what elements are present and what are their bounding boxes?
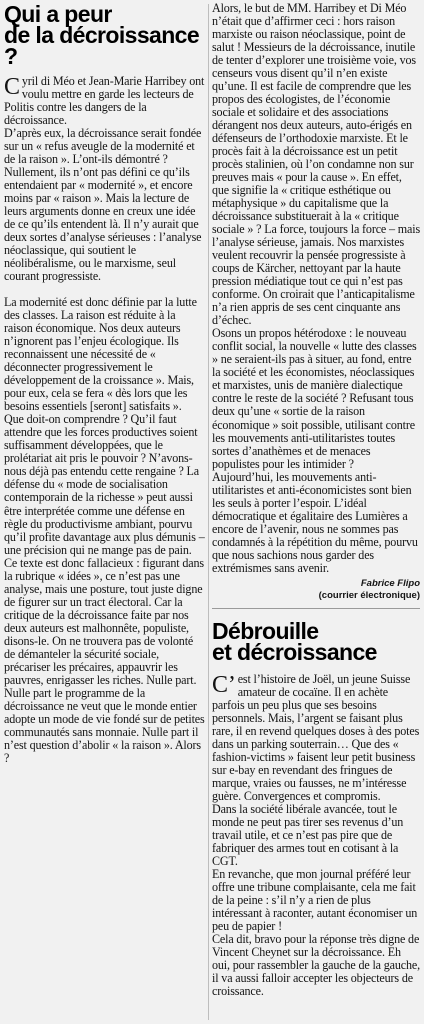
right-column [212,0,420,1024]
article1-paragraph-2: D’après eux, la décroissance serait fondée sur un « refus aveugle de la modernité et de la raison ». L’ont-ils démontré ? Nullement, ils n’ont pas défini ce qu’ils entendaient par « modernité », et encore moins par « raison ». Mais la lecture de leurs arguments donne en creux une idée de ce qu’ils entendent là. Il n’y aurait que deux sortes d’analyse sérieuses : l’analyse néoclassique, qui soutient le néolibéralisme, ou le marxisme, seul courant progressiste. [4,126,202,284]
article1-headline-line2: de la décroissance ? [4,22,200,69]
article1-paragraph-1: Cyril di Méo et Jean-Marie Harribey ont voulu mettre en garde les lecteurs de Politis contre les dangers de la décroissance. [4,74,205,128]
left-column [4,0,206,1024]
article1-paragraph-3: La modernité est donc définie par la lutte des classes. La raison est réduite à la raison économique. Nos deux auteurs n’ignorent pas l’enjeu écologique. Ils reconnaissent une nécessité de « déconnecter progressivement le développement de la croissance ». Mais, pour eux, cela se fera « dès lors que les besoins essentiels [seront] satisfaits ». [4,295,197,414]
article2-paragraph-2: Dans la société libérale avancée, tout le monde ne peut pas tirer ses revenus d’un travail utile, et ce n’est pas pire que de fabriquer des armes tout en cotisant à la CGT. [212,801,404,868]
article2-headline [212,617,420,665]
article2-paragraph-4: Cela dit, bravo pour la réponse très digne de Vincent Cheynet sur la décroissance. Eh oui, pour rassembler la gauche de la gauche, il va aussi falloir accepter les objecteurs de croissance. [212,932,420,999]
article2-headline-line1: Débrouille [212,617,319,644]
article2-headline-line2: et décroissance [212,638,377,665]
article-separator [212,608,420,609]
article1-headline [4,1,206,69]
article2-paragraph-1: C’est l’histoire de Joël, un jeune Suisse amateur de cocaïne. Il en achète parfois un peu plus que ses besoins personnels. Mais, l’argent se faisant plus rare, il en revend quelques doses à des potes dans un parking souterrain… Que des « fashion-victims » faisent leur petit business sur e-bay en revendant des fringues de marque, vraies ou fausses, ne m’intéresse guère. Convergences et compromis. [212,671,420,803]
article1-byline [212,578,420,602]
article1-paragraph-7: Aujourd’hui, les mouvements anti-utilitaristes et anti-économicistes sont bien les seuls à porter l’espoir. L’idéal démocratique et égalitaire des Lumières a encore de l’avenir, nous ne sommes pas condamnés à la répétition du même, pourvu que nous sachions nous garder des extrémismes sans avenir. [212,469,418,575]
column-divider [208,4,209,1020]
article1-author: Fabrice Flipo [360,577,420,589]
article1-headline-line1: Qui a peur [4,1,112,27]
article2-paragraph-3: En revanche, que mon journal préféré leur offre une tribune complaisante, cela me fait de la peine : s’il n’y a rien de plus intéressant à raconter, autant économiser un peu de papier ! [212,866,418,933]
article1-paragraph-4: Que doit-on comprendre ? Qu’il faut attendre que les forces productives soient suffisamment développées, que le prolétariat ait pris le pouvoir ? N’avons-nous déjà pas entendu cette rengaine ? La défense du « mode de socialisation contemporain de la richesse » peut aussi être interprétée comme une défense en règle du productivisme ambiant, pourvu qu’il profite davantage aux plus démunis – une précision qui ne mange pas de pain. Ce texte est donc fallacieux : figurant dans la rubrique « idées », ce n’est pas une analyse, mais une posture, tout juste digne de figurer sur un tract électoral. Car la critique de la décroissance faite par nos deux auteurs est malhonnête, populiste, disons-le. On ne trouvera pas de volonté de démanteler la sécurité sociale, précariser les précaires, appauvrir les pauvres, enrigasser les riches. Nulle part. Nulle part le programme de la décroissance ne veut que le monde entier adopte un mode de vie fondé sur de petites communautés sans monnaie. Nulle part il n’est question d’abolir « la raison ». Alors ? [4,412,205,765]
article1-source: (courrier électronique) [318,589,420,601]
article1-paragraph-5: Alors, le but de MM. Harribey et Di Méo n’était que d’affirmer ceci : hors raison marxiste ou raison néoclassique, point de salut ! Messieurs de la décroissance, inutile de tenter d’explorer une troisième voie, vos censeurs vous disent qu’il n’en existe qu’une. Il est facile de comprendre que les propos des écologistes, de l’économie sociale et solidaire et des associations dérangent nos deux auteurs, auto-érigés en défenseurs de l’orthodoxie marxiste. Et le procès fait à la décroissance est un petit procès stalinien, où l’on condamne non sur preuves mais « pour la cause ». En effet, que signifie la « critique esthétique ou métaphysique » du capitalisme que la décroissance substituerait à la « critique sociale » ? La force, toujours la force – mais l’analyse sérieuse, jamais. Nos marxistes veulent recouvrir la pensée progressiste à coups de Kärcher, nettoyant par la haute pression médiatique tout ce qui n’est pas conforme. On croirait que l’anticapitalisme n’a rien appris de ses cent cinquante ans d’échec. [212,1,420,328]
article1-paragraph-6: Osons un propos hétérodoxe : le nouveau conflit social, la nouvelle « lutte des classes » ne seraient-ils pas à situer, au fond, entre la société et les économistes, néoclassiques et marxistes, unis de manière dialectique contre le reste de la société ? Refusant tous deux qu’une « sortie de la raison économique » soit possible, utilisant contre les mouvements anti-utilitaristes toutes sortes d’anathèmes et de menaces populistes pour les intimider ? [212,326,417,471]
